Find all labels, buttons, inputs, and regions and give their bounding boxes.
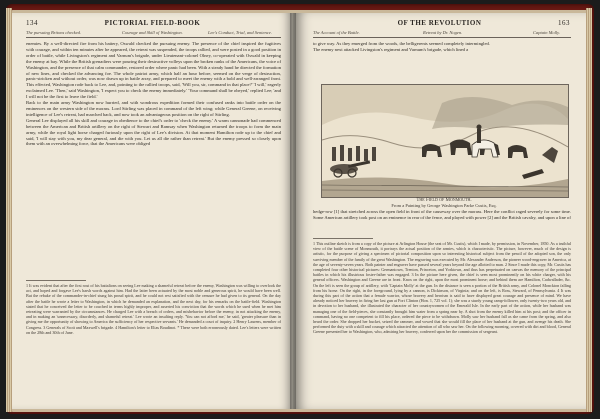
right-page-edges (586, 8, 592, 412)
right-page-number: 163 (558, 19, 570, 27)
illustration-subtitle: From a Painting by George Washington Parke Custis, Esq. (391, 203, 497, 208)
left-body-text: enemies. By a well-directed fire from his battery, Oswald checked the pursuing enemy. The presence of the chief inspired the fugitives with courage, and within ten minutes after he appeared, the retreat was suspended, the troops rallied, and were posted in a good position in order of battle, while Livingston's regiment and Varnum's brigade, under Lieutenant-colonel Olney, co-operated with Oswald in keeping the enemy at bay. While the British grenadiers were pouring their destructive volleys upon the broken ranks of the Americans, the voice of Washington, and the presence of that calm commander, restored order where panic had been. With a steady hand he directed the formation of new lines, and checked the advancing foe. The whole patriot army, which half an hour before, seemed on the verge of destruction, panic-stricken and without order, was now drawn up in battle array, and prepared to meet the enemy with a bold and well-arranged front. This effected, Washington rode back to Lee, and, pointing to the rallied troops, said, 'Will you, sir, command in that place?' 'I will,' eagerly exclaimed Lee. 'Then,' said Washington, 'I expect you to check the enemy immediately.' 'Your command shall be obeyed,' replied Lee; 'and I will not be the first to leave the field.' Back to the main army Washington now hurried, and with wondrous expedition formed their confused ranks into battle order on the eminences on the western side of the morass. Lord Stirling was placed in command of the left wing; while General Greene, on receiving intelligence of Lee's retreat, had marched back, and now took an advantageous position on the right of Stirling. General Lee displayed all his skill and courage in obedience to the chief's order to 'check the enemy.' A warm cannonade had commenced between the American and British artillery on the right of Stewart and Ramsay when Washington returned the troops to form the main army, while the royal light horse charged furiously upon the right of Lee's division. At that moment Hamilton rode up to the chief and said, 'I will stay with you, my dear general, and die with you. Let us all die rather than retreat.' But the enemy pressed so closely upon them with an overwhelming force, that the Americans were obliged (26, 41, 281, 147)
right-body-text-mid: hedge-row [1] that stretched across the open field in front of the causeway over the morass. Here the conflict raged severely for some time. Some American artillery took post on an eminence in rear of the fence, and played with power [2] and the British cavalry, and upon a line of (313, 209, 571, 220)
right-footnote-rule (313, 238, 373, 239)
left-margin-note: The pursuing Britons checked. (26, 30, 81, 35)
left-footnotes: 1 It was evident that after the first rout of his battalions on seeing Lee making a shameful retreat before the enemy, Washington was willing to overlook the act, and hoped and forgave Lee's harsh words against him. Had the latter been actuated by the most noble and generous spirit, he would have been well. But the rebuke of the commander-in-chief stung his proud spirit, and he could not rest satisfied with the censure he had given to its general. On the day after the battle he wrote a letter to Washington, in which he demanded an explanation, and the next day, for his remarks on the battle-field. Washington stated that he conceived the letter to be couched in terms highly improper, and asserted his conviction that the words which he used when he met him retreating were warranted by the circumstances. He charged Lee with a breach of orders, and misbehavior before the enemy, in not attacking the enemy, and in making an 'unnecessary, disorderly, and shameful retreat.' Lee wrote an insulting reply. 'You can not afford me,' he said, 'greater pleasure than in giving me the opportunity of showing to America the sufficiency of her respective servants.' He demanded a court of inquiry. 2 Henry Laurens, member of Congress. 3 Generals of Scott and Maxwell's brigade. 4 Hamilton's letter to Elias Boudinot. * These were both erroneously dated. Lee's letters were written on the 28th and 30th of June. (26, 283, 281, 335)
left-margin-notes (12, 30, 293, 37)
left-footnote-rule (26, 280, 86, 281)
right-margin-note: Captain Molly. (533, 30, 560, 35)
right-margin-notes (293, 30, 586, 37)
left-running-head (12, 19, 293, 29)
right-running-title: OF THE REVOLUTION (397, 19, 482, 27)
battle-engraving-image (322, 85, 568, 197)
left-page-number: 134 (26, 19, 38, 27)
right-running-head (293, 19, 586, 29)
battle-illustration (321, 84, 569, 198)
illustration-caption (321, 197, 567, 208)
left-page (12, 13, 293, 409)
right-margin-note: The Account of the Battle. (313, 30, 360, 35)
left-head-rule (26, 37, 281, 38)
left-margin-note: Lee's Conduct, Trial, and Sentence. (208, 30, 272, 35)
illustration-title: The Field of Monmouth. (416, 198, 472, 203)
right-margin-note: Retreat by Dr. Nogen. (423, 30, 463, 35)
book-gutter (290, 13, 296, 409)
right-footnotes: 1 This outline sketch is from a copy of the picture at Arlington House (the seat of Mr. Custis), which I made, by permission, in November, 1850. As a truthful view of the battle scene of Monmouth, it portrays the actual position of the armies, which is characteristic. The picture, however, much of the design is artistic, for the purpose of giving a specimen of pictorial composition upon so interesting historical subject from the pencil of the adopted son, the only surviving member of the family of the great Washington. The engraving was executed by Mr. Alexander Anderson, the pioneer wood-engraver in America, at the age of seventy-seven years. Both painter and engraver have passed several years beyond the age allotted to man. 2 Since I made this copy, Mr. Custis has completed four other historical pictures: Germantown, Trenton, Princeton, and Yorktown, and thus has perpetuated on canvas the memory of the principal battles in which his illustrious foster-father was engaged. 3 In the picture here given, the chief is seen most prominently on his white charger, with his general officers. Washington and Greene are in front. Knox on the right, upon the most prominent horse; and behind them are Hamilton, Cadwallader, &c. On the left is seen the group of artillery, with 'Captain Molly' at the gun. In the distance is seen a portion of the British army, and Colonel Monckton falling from his horse. On the right, in the foreground, lying by a cannon, is Dickinson, of Virginia; and on the left, is Ross, Steward, of Pennsylvania. 4 It was during this part of the action that a female warrior, whose bravery and heroism is said to have displayed great courage and presence of mind. We have already noticed her bravery in firing her last gun at Fort Clinton (Hon. 1, 725 vol. 1); she was a sturdy young camp-follower, only twenty-two years old, and in devotion to her husband, she illustrated the character of her countrywomen of the Emerald Isle. In the early part of the action, while her husband was managing one of the field-pieces, she constantly brought him water from a spring near by. A shot from the enemy killed him at his post; and the officer in command, having no one competent to fill his place, ordered the piece to be withdrawn. Molly saw her husband fall as she came from the spring, and also heard the order. She dropped her bucket, seized the rammer, and vowed that she would fill the place of her husband at the gun, and avenge his death. She performed the duty with a skill and courage which attracted the attention of all who saw her. On the following morning, covered with dirt and blood, General Greene presented her to Washington, who, admiring her bravery, conferred upon her the commission of sergeant. (313, 241, 571, 335)
left-running-title: PICTORIAL FIELD-BOOK (104, 19, 201, 27)
right-body-text-top: to give way. As they emerged from the woods, the belligerents seemed completely intermingled. The enemy next attacked Livingston's regiment and Varnum's brigade, which lined a (313, 41, 490, 52)
left-margin-note: Courage and Skill of Washington. (122, 30, 183, 35)
right-head-rule (313, 37, 571, 38)
right-page (293, 13, 586, 409)
